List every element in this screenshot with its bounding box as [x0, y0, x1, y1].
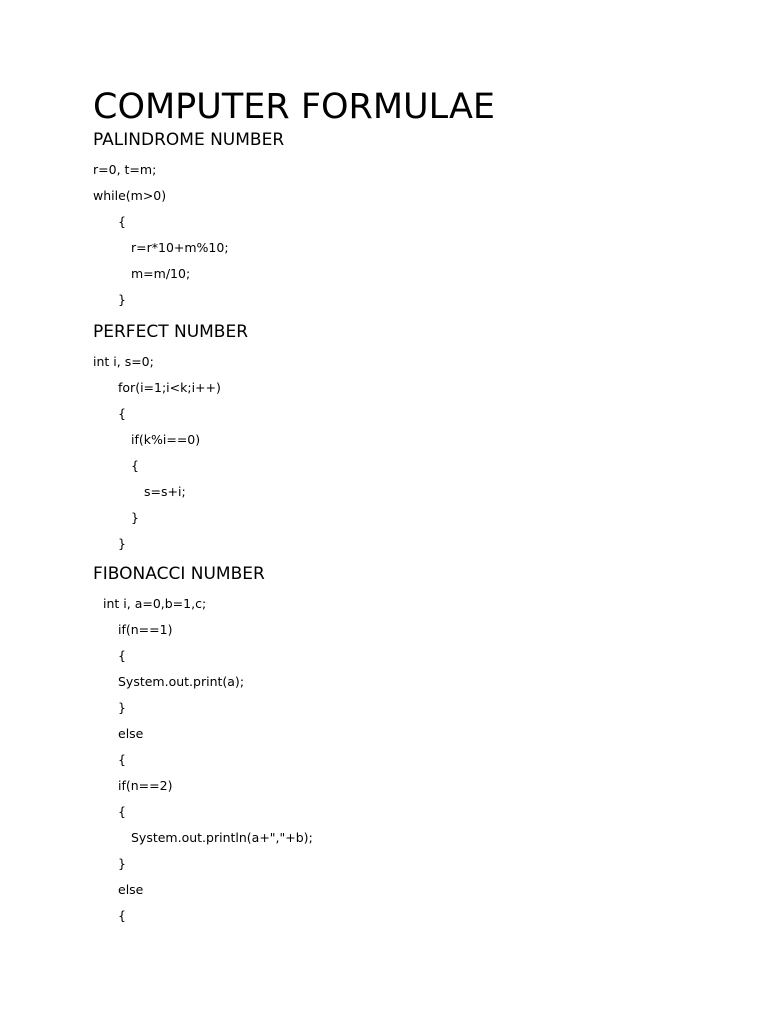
code-line: else: [118, 882, 144, 897]
code-line: int i, s=0;: [93, 354, 154, 369]
code-line: for(i=1;i<k;i++): [118, 380, 221, 395]
code-line: {: [118, 214, 126, 229]
code-line: System.out.println(a+","+b);: [131, 830, 313, 845]
code-line: }: [118, 536, 126, 551]
code-line: System.out.print(a);: [118, 674, 245, 689]
section-heading: FIBONACCI NUMBER: [93, 564, 265, 584]
code-line: s=s+i;: [144, 484, 186, 499]
section-heading: PALINDROME NUMBER: [93, 130, 285, 150]
code-line: r=0, t=m;: [93, 162, 157, 177]
code-line: if(k%i==0): [131, 432, 201, 447]
code-line: if(n==2): [118, 778, 173, 793]
code-line: }: [131, 510, 139, 525]
code-line: r=r*10+m%10;: [131, 240, 229, 255]
code-line: {: [118, 908, 126, 923]
code-line: {: [118, 752, 126, 767]
code-line: {: [118, 406, 126, 421]
code-line: }: [118, 856, 126, 871]
code-line: }: [118, 292, 126, 307]
code-line: while(m>0): [93, 188, 167, 203]
code-line: m=m/10;: [131, 266, 191, 281]
code-line: int i, a=0,b=1,c;: [103, 596, 207, 611]
section-heading: PERFECT NUMBER: [93, 322, 249, 342]
page-title: COMPUTER FORMULAE: [93, 87, 496, 127]
code-line: else: [118, 726, 144, 741]
code-line: }: [118, 700, 126, 715]
code-line: {: [118, 804, 126, 819]
code-line: {: [118, 648, 126, 663]
code-line: if(n==1): [118, 622, 173, 637]
code-line: {: [131, 458, 139, 473]
